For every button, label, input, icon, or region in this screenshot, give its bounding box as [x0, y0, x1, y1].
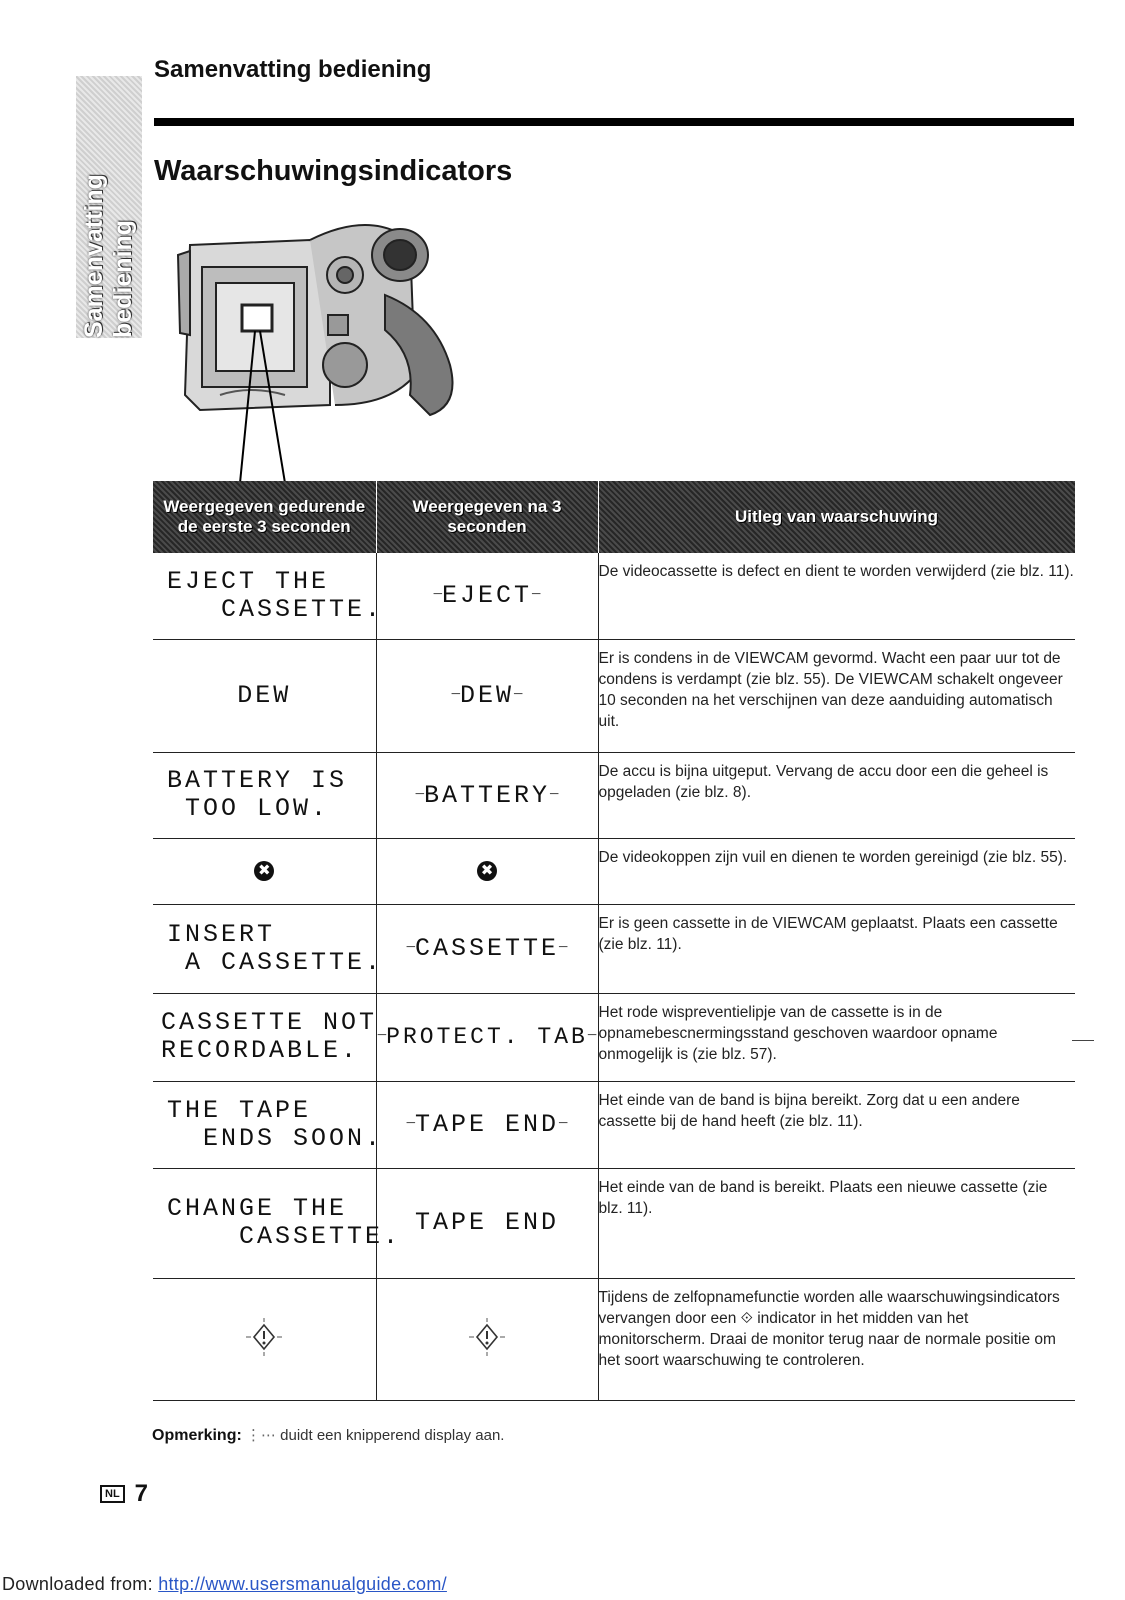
first-display: CHANGE THE CASSETTE. [167, 1194, 402, 1251]
explanation: Het einde van de band is bijna bereikt. Zorg dat u een andere cassette bij de hand heeft (zie blz. 11). [598, 1081, 1075, 1168]
column-header: Weergegeven gedurende de eerste 3 seconden [153, 481, 376, 553]
note [152, 1426, 504, 1445]
first-display: EJECT THE CASSETTE. [167, 566, 384, 624]
explanation: Het einde van de band is bereikt. Plaats een nieuwe cassette (zie blz. 11). [598, 1168, 1075, 1278]
table-row [153, 838, 1075, 904]
after-display: ─ BATTERY ─ [416, 781, 559, 810]
edge-mark [1072, 1040, 1094, 1041]
explanation: Er is condens in de VIEWCAM gevormd. Wacht een paar uur tot de condens is verdampt (zie blz. 55). De VIEWCAM schakelt ongeveer 10 seconden na het verschijnen van deze aanduiding automatisch uit. [598, 639, 1075, 752]
first-display: CASSETTE NOT RECORDABLE. [161, 1008, 378, 1065]
warning-diamond-blink-icon [244, 1317, 284, 1357]
first-display: THE TAPE ENDS SOON. [167, 1095, 384, 1153]
table-row [153, 1081, 1075, 1168]
warning-table [153, 481, 1076, 1401]
explanation: De videocassette is defect en dient te worden verwijderd (zie blz. 11). [598, 553, 1075, 639]
download-link[interactable]: http://www.usersmanualguide.com/ [158, 1574, 447, 1594]
side-tab-label: Samenvatting bediening [80, 174, 137, 338]
explanation: De accu is bijna uitgeput. Vervang de accu door een die geheel is opgeladen (zie blz. 8). [598, 752, 1075, 838]
table-header-row [153, 481, 1075, 553]
first-display: DEW [237, 680, 292, 710]
explanation: Er is geen cassette in de VIEWCAM geplaatst. Plaats een cassette (zie blz. 11). [598, 904, 1075, 993]
explanation: De videokoppen zijn vuil en dienen te worden gereinigd (zie blz. 55). [598, 838, 1075, 904]
head-clog-blink-icon: ✖ [477, 861, 497, 881]
after-display: TAPE END [414, 1208, 560, 1237]
after-display: ─ TAPE END ─ [407, 1110, 568, 1139]
page-number: 7 [134, 1480, 149, 1507]
header-rule [154, 118, 1074, 126]
page-title: Waarschuwingsindicators [154, 155, 513, 187]
table-row [153, 752, 1075, 838]
first-display: BATTERY IS TOO LOW. [167, 766, 348, 823]
table-row [153, 1278, 1075, 1400]
table-row [153, 993, 1075, 1081]
table-row [153, 553, 1075, 639]
after-display: ─ PROTECT. TAB ─ [378, 1024, 596, 1050]
side-tab [76, 76, 142, 338]
table-row [153, 639, 1075, 752]
note-text: duidt een knipperend display aan. [275, 1427, 505, 1444]
after-display: ─ CASSETTE ─ [407, 934, 568, 963]
warning-diamond-blink-icon [467, 1317, 507, 1357]
blink-symbol-icon: ⋮⋯ [245, 1427, 276, 1444]
column-header: Weergegeven na 3 seconden [376, 481, 598, 553]
column-header: Uitleg van waarschuwing [598, 481, 1075, 553]
after-display: ─ EJECT ─ [434, 581, 541, 610]
after-display: ─ DEW ─ [452, 681, 523, 710]
table-row [153, 904, 1075, 993]
table-row [153, 1168, 1075, 1278]
explanation: Tijdens de zelfopnamefunctie worden alle waarschuwingsindicators vervangen door een ⟐ indicator in het midden van het monitorscherm. Draai de monitor terug naar de normale positie om het soort waarschuwing te controleren. [598, 1278, 1075, 1400]
download-label: Downloaded from: [2, 1574, 159, 1594]
first-display: INSERT A CASSETTE. [167, 919, 384, 977]
head-clog-icon: ✖ [254, 861, 274, 881]
language-badge: NL [100, 1485, 125, 1503]
section-title: Samenvatting bediening [154, 56, 432, 83]
download-line [2, 1574, 447, 1595]
note-label: Opmerking: [152, 1427, 242, 1444]
page-footer [100, 1480, 148, 1508]
explanation: Het rode wispreventielipje van de cassette is in de opnamebescnermingsstand geschoven waardoor opname onmogelijk is (zie blz. 57). [598, 993, 1075, 1081]
camcorder-illustration [160, 215, 480, 485]
